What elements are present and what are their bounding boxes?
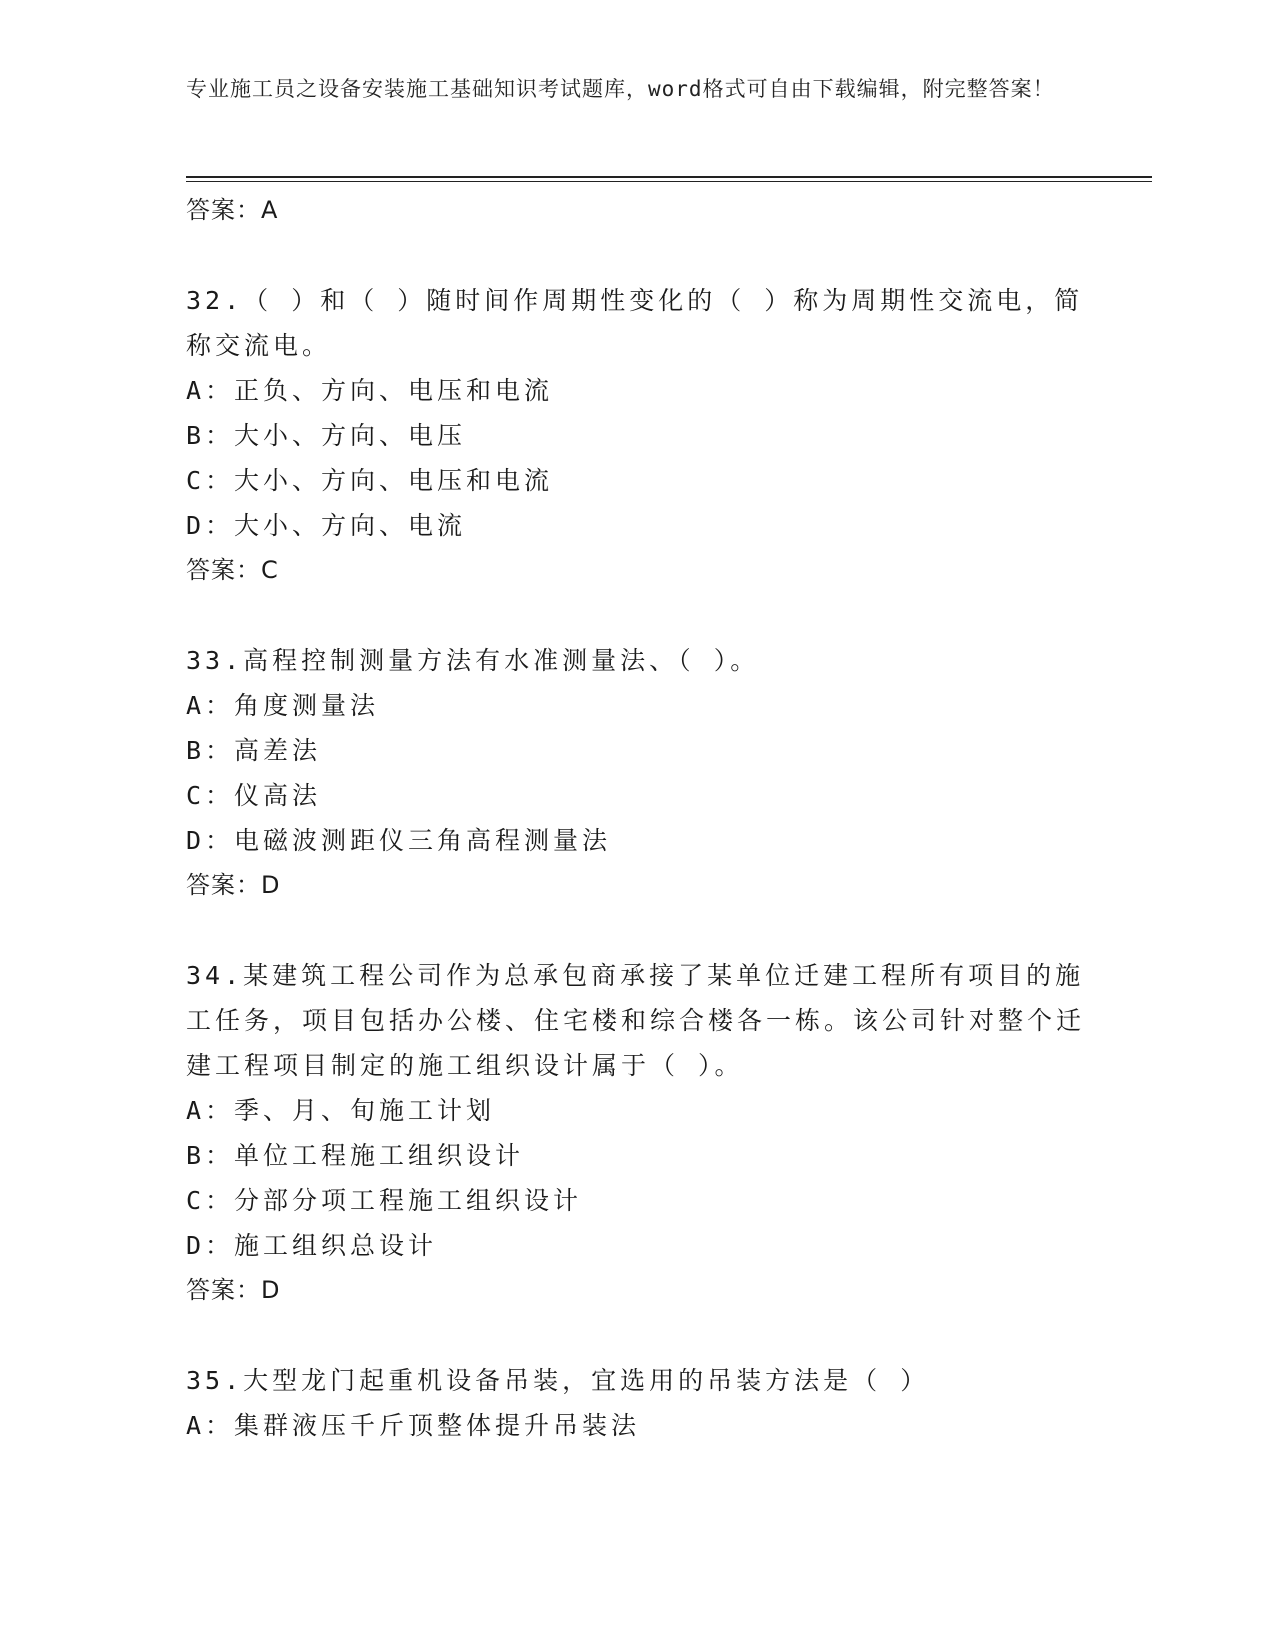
answer-32: 答案：C (186, 556, 279, 584)
question-32-option-b: B：大小、方向、电压 (186, 421, 467, 450)
question-33-option-d: D：电磁波测距仪三角高程测量法 (186, 826, 612, 855)
question-list (186, 188, 1086, 1448)
answer-31: 答案：A (186, 196, 279, 224)
question-34-option-b: B：单位工程施工组织设计 (186, 1141, 525, 1170)
question-32-option-d: D：大小、方向、电流 (186, 511, 467, 540)
question-32-stem: 32.（ ）和（ ）随时间作周期性变化的（ ）称为周期性交流电，简称交流电。 (186, 286, 1084, 360)
header-rule-thin (186, 181, 1152, 182)
question-34-stem: 34.某建筑工程公司作为总承包商承接了某单位迁建工程所有项目的施工任务，项目包括办公楼、住宅楼和综合楼各一栋。该公司针对整个迁建工程项目制定的施工组织设计属于（ ）。 (186, 961, 1086, 1080)
question-34-option-a: A：季、月、旬施工计划 (186, 1096, 496, 1125)
question-33-option-c: C：仪高法 (186, 781, 322, 810)
question-33-option-a: A：角度测量法 (186, 691, 380, 720)
question-33-stem: 33.高程控制测量方法有水准测量法、（ ）。 (186, 646, 760, 675)
question-34-option-c: C：分部分项工程施工组织设计 (186, 1186, 583, 1215)
document-header: 专业施工员之设备安装施工基础知识考试题库，word格式可自由下载编辑，附完整答案！ (186, 77, 1055, 101)
question-32-option-a: A：正负、方向、电压和电流 (186, 376, 554, 405)
header-rule-thick (186, 176, 1152, 178)
question-34-option-d: D：施工组织总设计 (186, 1231, 438, 1260)
question-35-option-a: A：集群液压千斤顶整体提升吊装法 (186, 1411, 641, 1440)
question-35-stem: 35.大型龙门起重机设备吊装，宜选用的吊装方法是（ ） (186, 1366, 930, 1395)
answer-34: 答案：D (186, 1276, 281, 1304)
answer-33: 答案：D (186, 871, 281, 899)
question-32-option-c: C：大小、方向、电压和电流 (186, 466, 554, 495)
question-33-option-b: B：高差法 (186, 736, 322, 765)
